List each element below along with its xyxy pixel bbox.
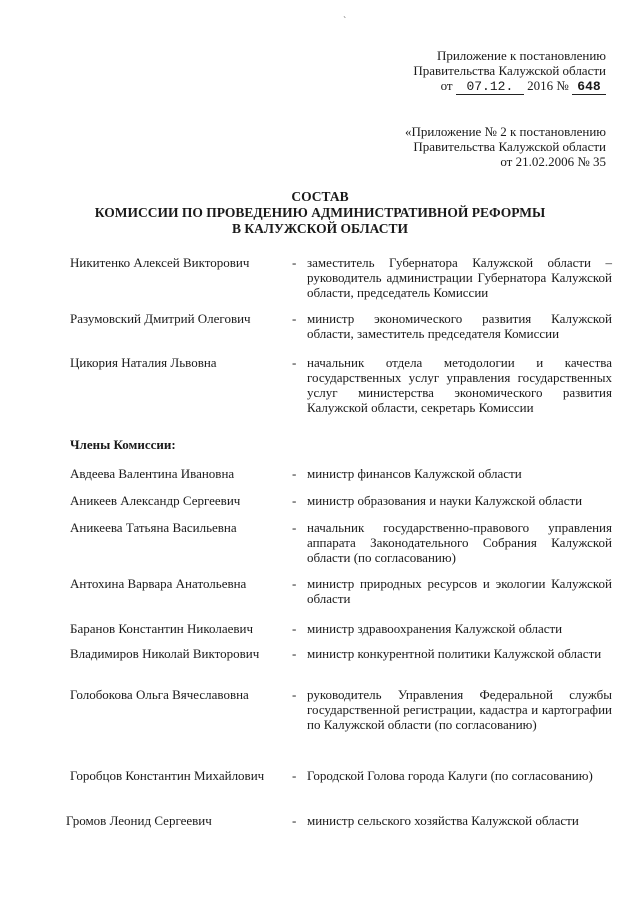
member-position: руководитель Управления Федеральной службы государственной регистрации, кадастра и картографии по Калужской области (по согласованию)	[307, 687, 612, 732]
date-prefix: от	[440, 78, 453, 93]
orig-line-1: «Приложение № 2 к постановлению	[405, 124, 606, 139]
dash: -	[292, 255, 297, 270]
member-position: министр природных ресурсов и экологии Калужской области	[307, 576, 612, 606]
member-name: Горобцов Константин Михайлович	[70, 768, 265, 783]
member-name: Авдеева Валентина Ивановна	[70, 466, 235, 481]
appendix-date-line	[380, 78, 606, 95]
member-position: начальник отдела методологии и качества государственных услуг управления государственных услуг министерства экономического развития Калужской области, секретарь Комиссии	[307, 355, 612, 415]
member-name: Антохина Варвара Анатольевна	[70, 576, 247, 591]
member-position: начальник государственно-правового управления аппарата Законодательного Собрания Калужской области (по согласованию)	[307, 520, 612, 565]
member-name: Никитенко Алексей Викторович	[70, 255, 250, 270]
orig-line-2: Правительства Калужской области	[413, 139, 606, 154]
member-position: Городской Голова города Калуги (по согласованию)	[307, 768, 593, 783]
dash: -	[292, 493, 297, 508]
appendix-header	[380, 48, 606, 95]
year-text: 2016 №	[527, 78, 569, 93]
member-name: Владимиров Николай Викторович	[70, 646, 260, 661]
member-name: Аникеева Татьяна Васильевна	[70, 520, 237, 535]
member-name: Голобокова Ольга Вячеславовна	[70, 687, 249, 702]
member-name: Разумовский Дмитрий Олегович	[70, 311, 251, 326]
member-name: Баранов Константин Николаевич	[70, 621, 254, 636]
dash: -	[292, 466, 297, 481]
member-position: заместитель Губернатора Калужской области – руководитель администрации Губернатора Калужской области, председатель Комиссии	[307, 255, 612, 300]
member-position: министр образования и науки Калужской области	[307, 493, 583, 508]
member-name: Громов Леонид Сергеевич	[66, 813, 212, 828]
dash: -	[292, 646, 297, 661]
dash: -	[292, 813, 297, 828]
title-line-2: КОМИССИИ ПО ПРОВЕДЕНИЮ АДМИНИСТРАТИВНОЙ РЕФОРМЫ	[94, 205, 546, 220]
original-appendix-header	[380, 124, 606, 169]
dash: -	[292, 520, 297, 535]
member-position: министр конкурентной политики Калужской области	[307, 646, 602, 661]
document-title	[0, 189, 640, 237]
members-heading: Члены Комиссии:	[70, 437, 176, 452]
appendix-line-1: Приложение к постановлению	[436, 48, 606, 63]
appendix-line-2: Правительства Калужской области	[413, 63, 606, 78]
date-value: 07.12.	[456, 79, 524, 95]
orig-line-3: от 21.02.2006 № 35	[500, 154, 606, 169]
number-value: 648	[572, 79, 606, 95]
dash: -	[292, 687, 297, 702]
title-line-1: СОСТАВ	[291, 189, 349, 204]
dash: -	[292, 768, 297, 783]
dash: -	[292, 621, 297, 636]
member-position: министр экономического развития Калужской области, заместитель председателя Комиссии	[307, 311, 612, 341]
dash: -	[292, 576, 297, 591]
member-name: Цикория Наталия Львовна	[70, 355, 217, 370]
dash: -	[292, 311, 297, 326]
dash: -	[292, 355, 297, 370]
scan-speck: `	[343, 16, 347, 27]
member-position: министр здравоохранения Калужской области	[307, 621, 563, 636]
member-name: Аникеев Александр Сергеевич	[70, 493, 241, 508]
title-line-3: В КАЛУЖСКОЙ ОБЛАСТИ	[232, 221, 408, 236]
member-position: министр финансов Калужской области	[307, 466, 522, 481]
member-position: министр сельского хозяйства Калужской области	[307, 813, 579, 828]
